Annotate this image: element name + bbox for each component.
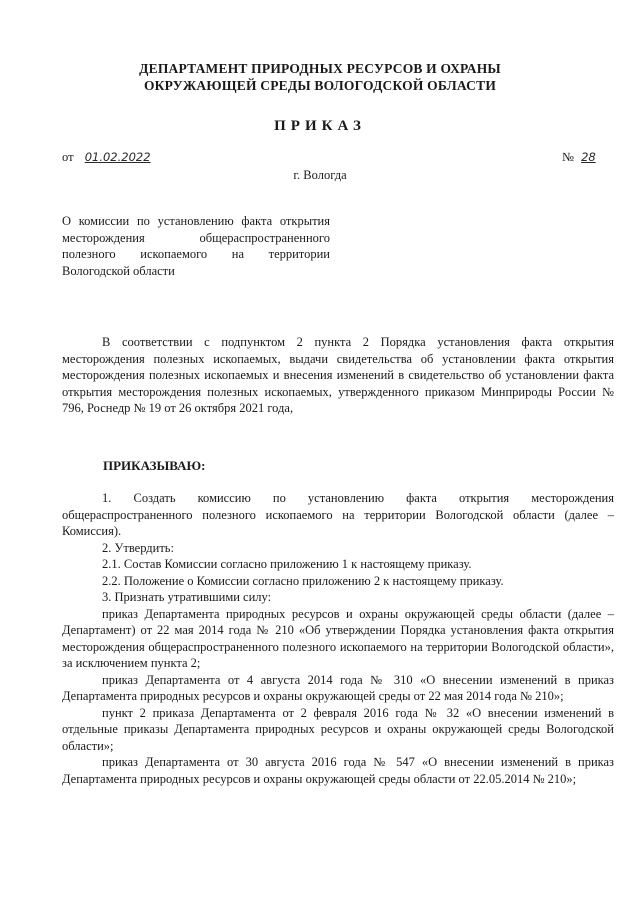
list-item: 2. Утвердить: (102, 540, 174, 555)
list-item: приказ Департамента от 30 августа 2016 года № 547 «О внесении изменений в приказ Департамента природных ресурсов и охраны окружающей среды области от 22.05.2014 № 210»; (62, 755, 614, 786)
order-items (62, 490, 614, 787)
date-value: 01.02.2022 (84, 150, 151, 164)
number-line (562, 150, 596, 165)
department-name-line1: ДЕПАРТАМЕНТ ПРИРОДНЫХ РЕСУРСОВ И ОХРАНЫ (139, 61, 501, 76)
date-prefix: от (62, 150, 74, 164)
list-item: 1. Создать комиссию по установлению факта открытия месторождения общераспространенного полезного ископаемого на территории Вологодской области (далее – Комиссия). (62, 491, 614, 538)
list-item: 2.1. Состав Комиссии согласно приложению 1 к настоящему приказу. (102, 557, 472, 571)
number-prefix: № (562, 150, 574, 164)
document-subject: О комиссии по установлению факта открытия месторождения общераспространенного полезного ископаемого на территории Вологодской области (62, 214, 330, 278)
department-name-line2: ОКРУЖАЮЩЕЙ СРЕДЫ ВОЛОГОДСКОЙ ОБЛАСТИ (143, 78, 497, 93)
document-title: ПРИКАЗ (274, 118, 366, 134)
order-word: ПРИКАЗЫВАЮ: (103, 458, 206, 473)
city: г. Вологда (293, 168, 347, 182)
list-item: 2.2. Положение о Комиссии согласно приложению 2 к настоящему приказу. (102, 573, 504, 588)
list-item: пункт 2 приказа Департамента от 2 февраля 2016 года № 32 «О внесении изменений в отдельные приказы Департамента природных ресурсов и охраны окружающей среды Вологодской области»; (62, 705, 614, 753)
date-line (62, 150, 151, 165)
list-item: приказ Департамента от 4 августа 2014 года № 310 «О внесении изменений в приказ Департамента природных ресурсов и охраны окружающей среды от 22 мая 2014 года № 210»; (62, 672, 614, 703)
list-item: 3. Признать утратившими силу: (102, 590, 272, 604)
preamble-paragraph: В соответствии с подпунктом 2 пункта 2 Порядка установления факта открытия месторождения полезных ископаемых, выдачи свидетельства об установлении факта открытия месторождения полезных ископаемых и внесения изменений в свидетельство об установлении факта открытия месторождения полезных ископаемых, утвержденного приказом Минприроды России № 796, Роснедр № 19 от 26 октября 2021 года, (62, 335, 614, 415)
list-item: приказ Департамента природных ресурсов и охраны окружающей среды области (далее – Департамент) от 22 мая 2014 года № 210 «Об утверждении Порядка установления факта открытия месторождения общераспространенного полезного ископаемого на территории Вологодской области», за исключением пункта 2; (62, 606, 614, 670)
number-value: 28 (581, 150, 596, 164)
